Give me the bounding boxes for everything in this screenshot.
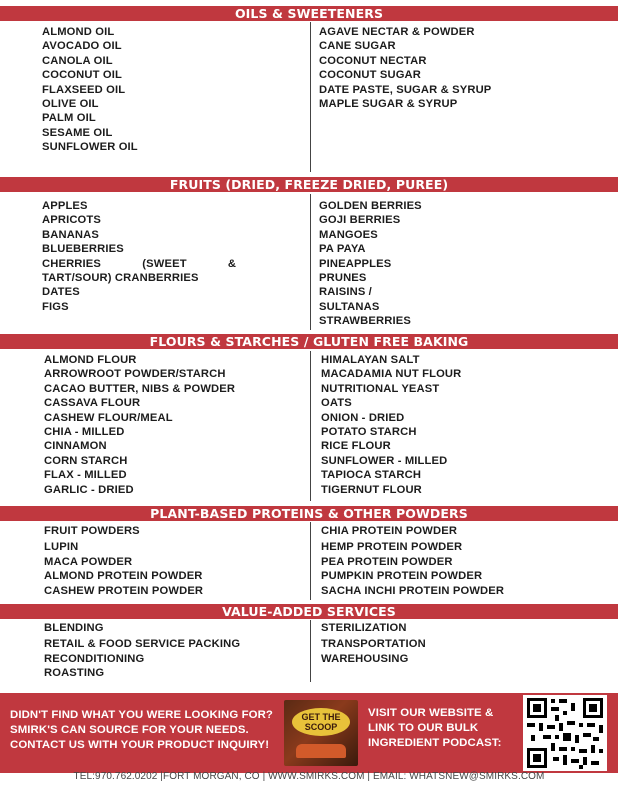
list-item: ALMOND OIL [42, 26, 115, 38]
list-item: ALMOND PROTEIN POWDER [44, 570, 203, 583]
column-divider [310, 22, 311, 172]
list-item: PEA PROTEIN POWDER [321, 555, 453, 568]
list-item: ALMOND FLOUR [44, 354, 137, 366]
flours-right-list [321, 353, 461, 497]
list-item: CHIA - MILLED [44, 425, 125, 438]
list-item: TIGERNUT FLOUR [321, 483, 422, 496]
list-item: COCONUT NECTAR [319, 54, 427, 67]
list-item: MACA POWDER [44, 555, 133, 568]
column-divider [310, 522, 311, 600]
list-item: SESAME OIL [42, 126, 113, 139]
list-item: SUNFLOWER - MILLED [321, 454, 448, 467]
list-item: POTATO STARCH [321, 425, 417, 438]
list-item: COCONUT OIL [42, 69, 122, 82]
list-item: CHERRIES (SWEET & [42, 257, 237, 270]
list-item: WAREHOUSING [321, 652, 409, 665]
section-header-proteins: PLANT-BASED PROTEINS & OTHER POWDERS [0, 506, 618, 521]
column-divider [310, 351, 311, 501]
fruits-left-list [42, 199, 236, 314]
sweeteners-right-list [319, 25, 491, 111]
contact-line: TEL:970.762.0202 |FORT MORGAN, CO | WWW.SMIRKS.COM | EMAIL: WHATSNEW@SMIRKS.COM [73, 771, 545, 782]
flours-left-list [44, 353, 235, 497]
list-item: MACADAMIA NUT FLOUR [321, 368, 462, 381]
services-right-list [321, 621, 426, 666]
list-item: TART/SOUR) CRANBERRIES [42, 271, 199, 284]
list-item: LUPIN [44, 541, 79, 554]
list-item: CANOLA OIL [42, 54, 113, 67]
footer-website-text [368, 706, 502, 751]
column-divider [310, 194, 311, 330]
services-left-list [44, 621, 240, 681]
list-item: APRICOTS [42, 214, 102, 227]
list-item: CHIA PROTEIN POWDER [321, 525, 458, 537]
footer-line: VISIT OUR WEBSITE & [368, 707, 494, 719]
list-item: STERILIZATION [321, 622, 407, 634]
section-header-oils: OILS & SWEETENERS [0, 6, 618, 21]
fruits-right-list [319, 199, 422, 329]
list-item: BLENDING [44, 622, 104, 634]
list-item: SUNFLOWER OIL [42, 141, 138, 154]
list-item: CASSAVA FLOUR [44, 397, 141, 410]
footer-line: INGREDIENT PODCAST: [368, 737, 502, 749]
list-item: CINNAMON [44, 440, 107, 453]
column-divider [310, 620, 311, 682]
list-item: NUTRITIONAL YEAST [321, 382, 440, 395]
section-header-flours: FLOURS & STARCHES / GLUTEN FREE BAKING [0, 334, 618, 349]
list-item: PA PAYA [319, 243, 366, 256]
list-item: CACAO BUTTER, NIBS & POWDER [44, 382, 236, 395]
list-item: SULTANAS [319, 300, 380, 313]
list-item: FLAXSEED OIL [42, 83, 126, 96]
list-item: ONION - DRIED [321, 411, 405, 424]
list-item: HIMALAYAN SALT [321, 354, 420, 366]
list-item: TRANSPORTATION [321, 638, 426, 651]
list-item: GOLDEN BERRIES [319, 200, 422, 212]
footer-line: CONTACT US WITH YOUR PRODUCT INQUIRY! [10, 739, 270, 751]
list-item: FLAX - MILLED [44, 469, 127, 482]
list-item: CASHEW PROTEIN POWDER [44, 584, 204, 597]
podcast-cover-image[interactable] [284, 700, 358, 766]
footer-line: SMIRK'S CAN SOURCE FOR YOUR NEEDS. [10, 724, 249, 736]
list-item: DATE PASTE, SUGAR & SYRUP [319, 83, 492, 96]
section-header-fruits: FRUITS (DRIED, FREEZE DRIED, PUREE) [0, 177, 618, 192]
list-item: GOJI BERRIES [319, 214, 401, 227]
podcast-scoop-graphic [296, 744, 346, 758]
list-item: CANE SUGAR [319, 40, 396, 53]
list-item: COCONUT SUGAR [319, 69, 422, 82]
list-item: CASHEW FLOUR/MEAL [44, 411, 173, 424]
list-item: AGAVE NECTAR & POWDER [319, 26, 475, 38]
list-item: MANGOES [319, 228, 378, 241]
list-item: CORN STARCH [44, 454, 128, 467]
footer-line: DIDN'T FIND WHAT YOU WERE LOOKING FOR? [10, 709, 273, 721]
list-item: RECONDITIONING [44, 652, 145, 665]
list-item: MAPLE SUGAR & SYRUP [319, 97, 458, 110]
list-item: AVOCADO OIL [42, 40, 122, 53]
oils-left-list [42, 25, 138, 155]
list-item: PINEAPPLES [319, 257, 392, 270]
list-item: OLIVE OIL [42, 97, 99, 110]
list-item: PALM OIL [42, 112, 96, 125]
list-item: FIGS [42, 300, 69, 313]
list-item: BANANAS [42, 228, 99, 241]
list-item: RICE FLOUR [321, 440, 391, 453]
list-item: PRUNES [319, 271, 367, 284]
proteins-left-list [44, 524, 203, 598]
list-item: GARLIC - DRIED [44, 483, 134, 496]
list-item: RETAIL & FOOD SERVICE PACKING [44, 638, 241, 651]
list-item: TAPIOCA STARCH [321, 469, 422, 482]
list-item: DATES [42, 286, 80, 299]
list-item: APPLES [42, 200, 88, 212]
proteins-right-list [321, 524, 504, 598]
footer-inquiry-text [10, 708, 273, 753]
section-header-services: VALUE-ADDED SERVICES [0, 604, 618, 619]
qr-code-icon[interactable] [523, 695, 607, 771]
list-item: FRUIT POWDERS [44, 525, 140, 537]
list-item: HEMP PROTEIN POWDER [321, 541, 463, 554]
footer-line: LINK TO OUR BULK [368, 722, 479, 734]
podcast-title: GET THE SCOOP [292, 708, 350, 736]
list-item: PUMPKIN PROTEIN POWDER [321, 570, 483, 583]
list-item: STRAWBERRIES [319, 315, 411, 328]
list-item: OATS [321, 397, 352, 410]
list-item: ROASTING [44, 667, 105, 680]
list-item: RAISINS / [319, 286, 372, 299]
list-item: ARROWROOT POWDER/STARCH [44, 368, 226, 381]
list-item: SACHA INCHI PROTEIN POWDER [321, 584, 505, 597]
list-item: BLUEBERRIES [42, 243, 124, 256]
